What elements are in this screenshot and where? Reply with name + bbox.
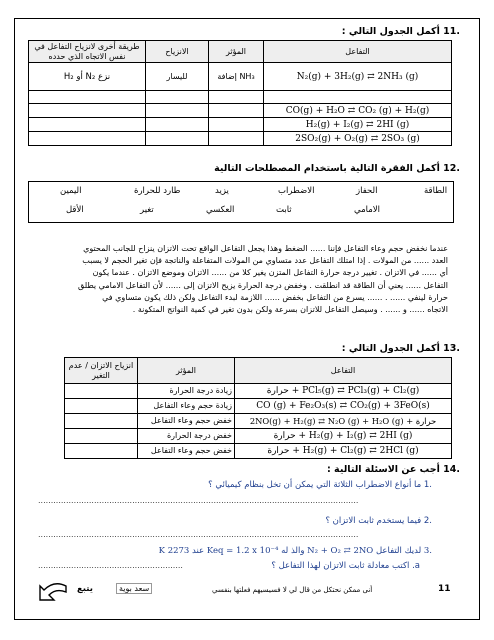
q11-cell-shift[interactable] (146, 118, 209, 132)
q11-cell-factor[interactable] (209, 118, 264, 132)
term: الحفاز (356, 186, 378, 196)
paragraph-line: أي ...... في الاتزان . تغيير درجة حرارة التفاعل المتزن يغير كلا من ...... الاتزان وموضع الاتزان . عندما يكون (92, 268, 448, 278)
q13-cell-shift[interactable] (65, 384, 138, 399)
paragraph-line: عندما نخفض حجم وعاء التفاعل فإننا ...... الضغط وهذا يجعل التفاعل الواقع تحت الاتزان ينزاح للجانب المحتوي (83, 244, 448, 253)
q13-heading: .13 أكمل الجدول التالي : (341, 343, 460, 354)
paragraph-line: التفاعل ...... يعني أن الطاقة قد انطلقت . وخفض درجة الحرارة يزيح الاتزان إلى ...... لأن التفاعل الامامي يطلق (78, 280, 448, 290)
q11-cell-factor[interactable] (209, 104, 264, 118)
q11-cell-other: نزع N₂ أو H₂ (29, 63, 146, 91)
footer-quote: أنى ممكن نحتكل من قال لي لا فسيسيهم فعلتها بنفسي (212, 586, 373, 594)
q13-cell-reaction: 2NO(g) + H₂(g) ⇄ N₂O (g) + H₂O (g) + حرارة (235, 414, 452, 429)
q13-header-reaction: التفاعل (235, 358, 452, 384)
q11-header-shift: الانزياح (146, 41, 209, 63)
q13-cell-shift[interactable] (65, 399, 138, 414)
q14-heading: .14 أجب عن الاسئلة التالية : (326, 464, 460, 475)
q11-cell-factor[interactable] (209, 132, 264, 146)
q13-cell-shift[interactable] (65, 414, 138, 429)
answer-line[interactable]: ......................................................... (38, 561, 183, 570)
term: طارد للحرارة (134, 186, 181, 196)
q11-cell-shift[interactable] (146, 132, 209, 146)
q13-cell-reaction: حرارة + H₂(g) + Cl₂(g) ⇄ 2HCl (g) (235, 444, 452, 459)
q14-question-3a: a. اكتب معادلة ثابت الاتزان لهذا التفاعل ؟ (271, 561, 420, 571)
table-row (29, 132, 452, 146)
q13-cell-factor: خفض حجم وعاء التفاعل (138, 444, 235, 459)
term: يزيد (215, 186, 229, 196)
term: الامامي (354, 205, 380, 215)
q13-cell-reaction: حرارة + PCl₅(g) ⇄ PCl₃(g) + Cl₂(g) (235, 384, 452, 399)
term: الاضطراب (278, 186, 315, 196)
table-row (65, 444, 452, 459)
q12-terms-box (28, 181, 454, 223)
q13-header-factor: المؤثر (138, 358, 235, 384)
q11-cell-factor: إضافة NH₃ (209, 63, 264, 91)
q11-cell-shift: لليسار (146, 63, 209, 91)
q11-cell-reaction: H₂(g) + I₂(g) ⇄ 2HI (g) (264, 118, 452, 132)
q11-cell-reaction: 2SO₂(g) + O₂(g) ⇄ 2SO₃ (g) (264, 132, 452, 146)
answer-line[interactable]: .............................................................................................................................. (38, 530, 359, 539)
q13-cell-factor: زيادة حجم وعاء التفاعل (138, 399, 235, 414)
next-arrow-icon (36, 578, 70, 606)
table-row (29, 91, 452, 104)
q11-cell-other[interactable] (29, 132, 146, 146)
q11-header-other: طريقة أخرى لانزياح التفاعل في نفس الاتجاه الذي حدده (29, 41, 146, 63)
q13-cell-factor: زيادة درجة الحرارة (138, 384, 235, 399)
q14-question-3: .3 لديك التفاعل N₂ + O₂ ⇄ 2NO والذ له Keq = 1.2 x 10⁻⁴ عند 2273 K (158, 546, 432, 556)
q13-cell-shift[interactable] (65, 429, 138, 444)
q13-header-shift: انزياح الاتزان / عدم التغير (65, 358, 138, 384)
next-label: يتبع (77, 584, 93, 594)
table-row (65, 429, 452, 444)
term: الطاقة (424, 186, 448, 196)
q11-cell-reaction: N₂(g) + 3H₂(g) ⇄ 2NH₃ (g) (264, 63, 452, 91)
q14-question-2: .2 فيما يستخدم ثابت الاتزان ؟ (325, 516, 432, 526)
q13-cell-reaction: CO (g) + Fe₂O₃(s) ⇄ CO₂(g) + 3FeO(s) (235, 399, 452, 414)
table-row (65, 384, 452, 399)
answer-line[interactable]: .............................................................................................................................. (38, 496, 359, 505)
page-number: 11 (438, 584, 451, 594)
q11-cell-other[interactable] (29, 104, 146, 118)
table-row (29, 118, 452, 132)
term: ثابت (276, 205, 292, 215)
term: الأقل (66, 205, 84, 215)
q11-heading: .11 أكمل الجدول التالي : (341, 26, 460, 37)
q11-cell-shift[interactable] (146, 91, 209, 104)
q13-cell-reaction: حرارة + H₂(g) + I₂(g) ⇄ 2HI (g) (235, 429, 452, 444)
q11-cell-reaction (264, 91, 452, 104)
q12-heading: .12 أكمل الفقرة التالية باستخدام المصطلحات التالية (214, 163, 460, 174)
paragraph-line: العدد ...... من المولات . إذا امتلك التفاعل عدد متساوي من المولات المتفاعلة والناتجة فإن تغير الحجم لا يسبب (82, 256, 448, 266)
term: العكسي (206, 205, 235, 215)
q13-cell-shift[interactable] (65, 444, 138, 459)
q12-paragraph (24, 243, 448, 316)
table-row (65, 399, 452, 414)
q11-header-factor: المؤثر (209, 41, 264, 63)
teacher-name: سعد بوية (116, 583, 152, 594)
table-row (65, 414, 452, 429)
q13-table (64, 357, 452, 459)
paragraph-line: الاتجاه ...... و ...... . وسيصل التفاعل للاتزان بسرعة ولكن بدون تغير في كمية النواتج المتكونة . (132, 305, 448, 315)
q11-cell-shift[interactable] (146, 104, 209, 118)
table-row (29, 104, 452, 118)
term: اليمين (60, 186, 82, 196)
q13-cell-factor: خفض حجم وعاء التفاعل (138, 414, 235, 429)
q13-cell-factor: خفض درجة الحرارة (138, 429, 235, 444)
term: تغير (140, 205, 154, 215)
q11-cell-other[interactable] (29, 118, 146, 132)
q14-question-1: .1 ما أنواع الاضطراب الثلاثة التي يمكن أن تخل بنظام كيميائي ؟ (208, 480, 432, 490)
q11-table (28, 40, 452, 146)
paragraph-line: حرارة لينفي ...... . ...... يسرع من التفاعل بخفض ...... اللازمة لبدء التفاعل ولكن ذلك يكون متساوي في (102, 292, 448, 302)
q11-cell-reaction: CO(g) + H₂O ⇄ CO₂ (g) + H₂(g) (264, 104, 452, 118)
table-row (29, 63, 452, 91)
q11-header-reaction: التفاعل (264, 41, 452, 63)
q11-cell-other[interactable] (29, 91, 146, 104)
q11-cell-factor[interactable] (209, 91, 264, 104)
